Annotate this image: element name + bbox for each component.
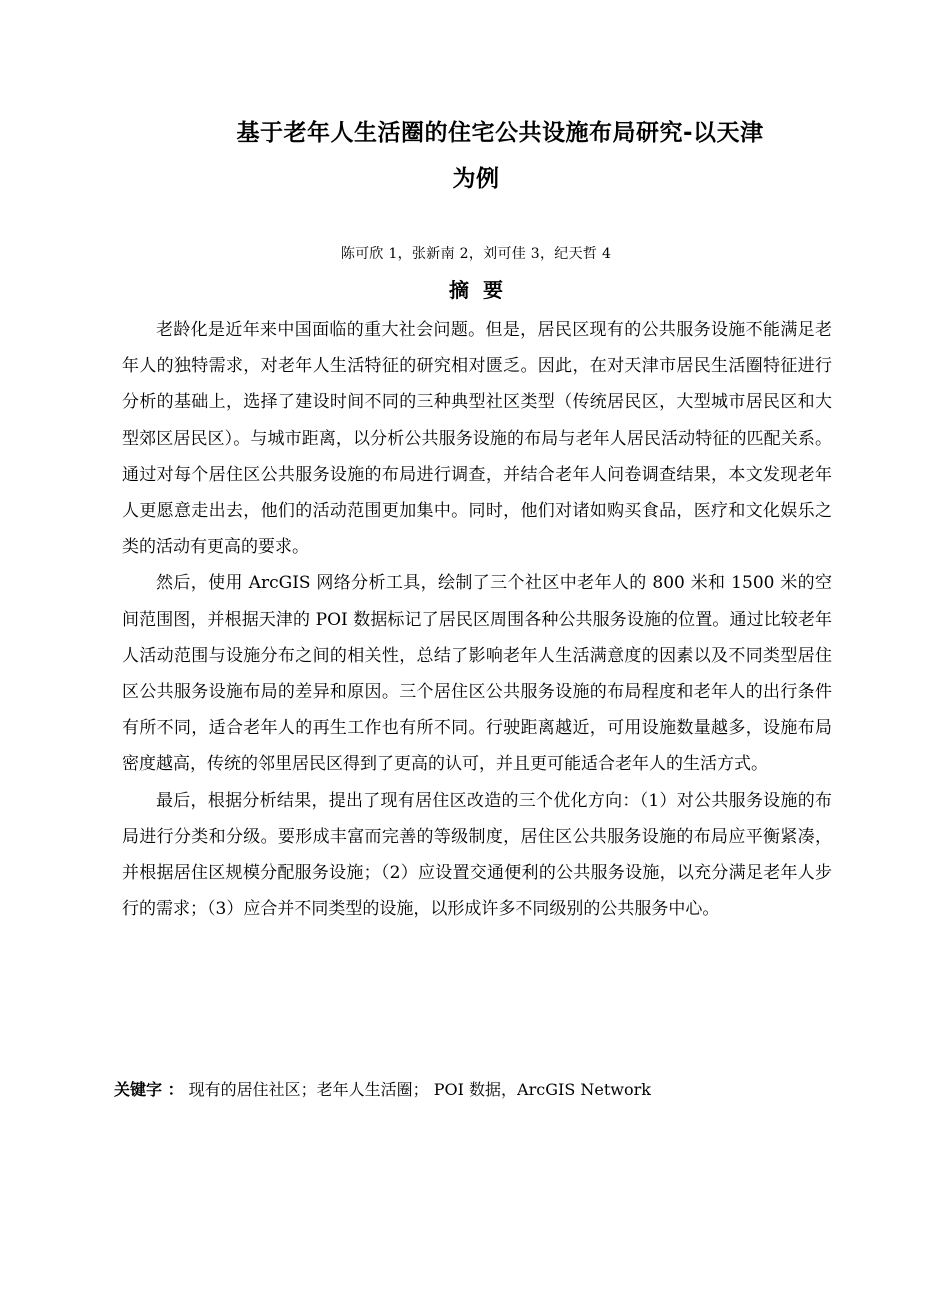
abstract-paragraph: 然后，使用 ArcGIS 网络分析工具，绘制了三个社区中老年人的 800 米和 1500 米的空间范围图，并根据天津的 POI 数据标记了居民区周围各种公共服务设施的位置。通过比较老年人活动范围与设施分布之间的相关性，总结了影响老年人生活满意度的因素以及不同类型居住区公共服务设施布局的差异和原因。三个居住区公共服务设施的布局程度和老年人的出行条件有所不同，适合老年人的再生工作也有所不同。行驶距离越近，可用设施数量越多，设施布局密度越高，传统的邻里居民区得到了更高的认可，并且更可能适合老年人的生活方式。 (122, 573, 832, 775)
paper-title-line-2: 为例 (452, 166, 500, 192)
abstract-paragraph: 老龄化是近年来中国面临的重大社会问题。但是，居民区现有的公共服务设施不能满足老年人的独特需求，对老年人生活特征的研究相对匮乏。因此，在对天津市居民生活圈特征进行分析的基础上，选择了建设时间不同的三种典型社区类型（传统居民区，大型城市居民区和大型郊区居民区）。与城市距离，以分析公共服务设施的布局与老年人居民活动特征的匹配关系。通过对每个居住区公共服务设施的布局进行调查，并结合老年人问卷调查结果，本文发现老年人更愿意走出去，他们的活动范围更加集中。同时，他们对诸如购买食品，医疗和文化娱乐之类的活动有更高的要求。 (122, 320, 832, 558)
abstract-body (122, 312, 832, 927)
paper-title-line-1: 基于老年人生活圈的住宅公共设施布局研究-以天津 (236, 120, 764, 146)
abstract-paragraph: 最后，根据分析结果，提出了现有居住区改造的三个优化方向：（1）对公共服务设施的布局进行分类和分级。要形成丰富而完善的等级制度，居住区公共服务设施的布局应平衡紧凑，并根据居住区规模分配服务设施；（2）应设置交通便利的公共服务设施，以充分满足老年人步行的需求；（3）应合并不同类型的设施，以形成许多不同级别的公共服务中心。 (122, 790, 832, 920)
keywords-text: 现有的居住社区；老年人生活圈； POI 数据，ArcGIS Network (188, 1080, 651, 1099)
keywords-line (114, 1077, 854, 1100)
author-list: 陈可欣 1，张新南 2，刘可佳 3，纪天哲 4 (340, 246, 612, 262)
keywords-label: 关键字 ： (114, 1080, 184, 1099)
abstract-heading: 摘要 (449, 278, 517, 302)
